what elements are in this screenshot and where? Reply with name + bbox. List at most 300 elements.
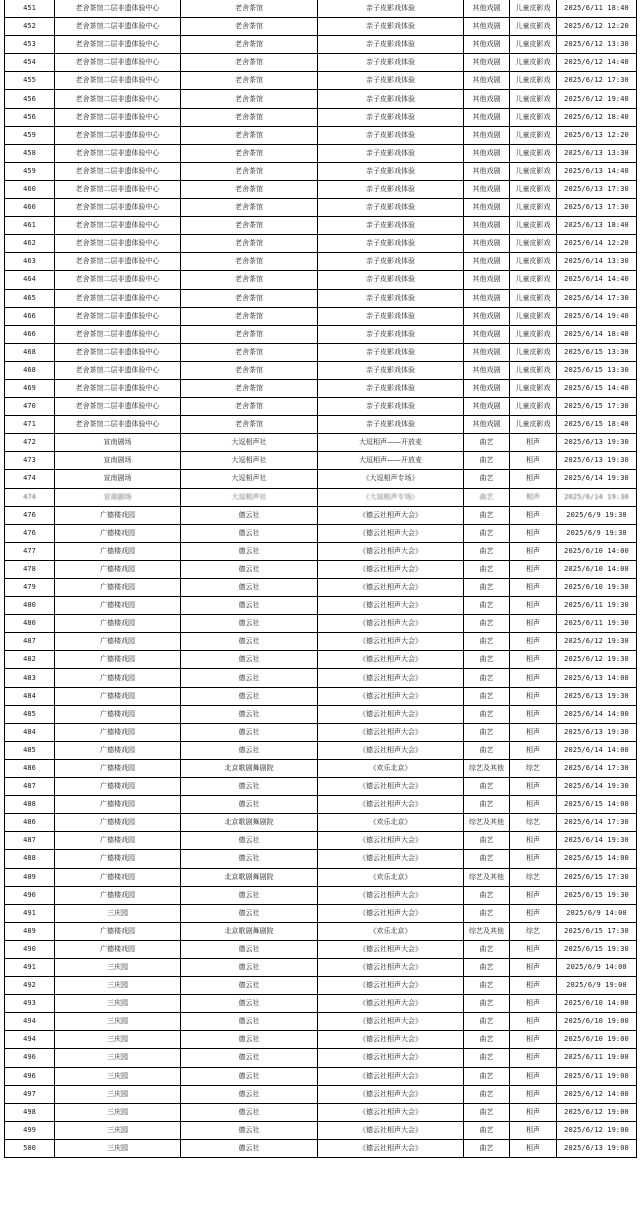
datetime-cell: 2025/6/11 19:30: [557, 597, 637, 615]
datetime-cell: 2025/6/9 14:00: [557, 958, 637, 976]
show-title-cell: 《大逗相声专场》: [318, 488, 464, 506]
organizer-cell: 德云社: [181, 1121, 318, 1139]
venue-cell: 三庆园: [55, 1067, 181, 1085]
organizer-cell: 北京歌剧舞剧院: [181, 759, 318, 777]
datetime-cell: 2025/6/12 19:00: [557, 1103, 637, 1121]
venue-cell: 宣南剧场: [55, 434, 181, 452]
organizer-cell: 北京歌剧舞剧院: [181, 814, 318, 832]
organizer-cell: 德云社: [181, 560, 318, 578]
category-cell: 综艺及其他: [464, 814, 510, 832]
show-title-cell: 亲子皮影戏体验: [318, 325, 464, 343]
subcategory-cell: 相声: [510, 778, 557, 796]
row-number: 498: [5, 1103, 55, 1121]
subcategory-cell: 综艺: [510, 868, 557, 886]
datetime-cell: 2025/6/14 19:30: [557, 470, 637, 488]
organizer-cell: 老舍茶馆: [181, 235, 318, 253]
category-cell: 曲艺: [464, 434, 510, 452]
organizer-cell: 老舍茶馆: [181, 398, 318, 416]
datetime-cell: 2025/6/13 19:30: [557, 723, 637, 741]
show-title-cell: 亲子皮影戏体验: [318, 271, 464, 289]
row-number: 480: [5, 597, 55, 615]
category-cell: 曲艺: [464, 633, 510, 651]
table-row: [5, 452, 637, 470]
row-number: 460: [5, 199, 55, 217]
category-cell: 曲艺: [464, 1067, 510, 1085]
table-row: [5, 0, 637, 18]
table-row: [5, 289, 637, 307]
table-row: [5, 1031, 637, 1049]
show-title-cell: 亲子皮影戏体验: [318, 72, 464, 90]
table-row: [5, 1139, 637, 1157]
datetime-cell: 2025/6/15 17:30: [557, 868, 637, 886]
row-number: 491: [5, 958, 55, 976]
venue-cell: 老舍茶馆二层非遗体验中心: [55, 18, 181, 36]
datetime-cell: 2025/6/13 18:40: [557, 217, 637, 235]
table-row: [5, 796, 637, 814]
row-number: 489: [5, 868, 55, 886]
table-row: [5, 759, 637, 777]
venue-cell: 老舍茶馆二层非遗体验中心: [55, 416, 181, 434]
organizer-cell: 老舍茶馆: [181, 199, 318, 217]
venue-cell: 广德楼戏园: [55, 778, 181, 796]
category-cell: 曲艺: [464, 723, 510, 741]
category-cell: 其他戏剧: [464, 217, 510, 235]
row-number: 474: [5, 488, 55, 506]
show-title-cell: 《德云社相声大会》: [318, 886, 464, 904]
row-number: 462: [5, 235, 55, 253]
organizer-cell: 德云社: [181, 1049, 318, 1067]
venue-cell: 广德楼戏园: [55, 723, 181, 741]
subcategory-cell: 儿童皮影戏: [510, 379, 557, 397]
show-title-cell: 《德云社相声大会》: [318, 741, 464, 759]
table-row: [5, 886, 637, 904]
row-number: 487: [5, 832, 55, 850]
venue-cell: 广德楼戏园: [55, 922, 181, 940]
venue-cell: 广德楼戏园: [55, 814, 181, 832]
organizer-cell: 德云社: [181, 977, 318, 995]
table-row: [5, 597, 637, 615]
row-number: 452: [5, 18, 55, 36]
show-title-cell: 《德云社相声大会》: [318, 669, 464, 687]
datetime-cell: 2025/6/13 19:30: [557, 452, 637, 470]
show-title-cell: 《德云社相声大会》: [318, 1085, 464, 1103]
organizer-cell: 大逗相声社: [181, 434, 318, 452]
row-number: 494: [5, 1013, 55, 1031]
subcategory-cell: 相声: [510, 633, 557, 651]
datetime-cell: 2025/6/13 14:40: [557, 162, 637, 180]
subcategory-cell: 相声: [510, 1013, 557, 1031]
venue-cell: 老舍茶馆二层非遗体验中心: [55, 54, 181, 72]
subcategory-cell: 儿童皮影戏: [510, 90, 557, 108]
datetime-cell: 2025/6/12 12:20: [557, 18, 637, 36]
category-cell: 其他戏剧: [464, 18, 510, 36]
show-title-cell: 《德云社相声大会》: [318, 850, 464, 868]
table-row: [5, 723, 637, 741]
category-cell: 其他戏剧: [464, 289, 510, 307]
venue-cell: 宣南剧场: [55, 470, 181, 488]
row-number: 488: [5, 796, 55, 814]
category-cell: 曲艺: [464, 705, 510, 723]
row-number: 492: [5, 977, 55, 995]
datetime-cell: 2025/6/9 19:30: [557, 524, 637, 542]
datetime-cell: 2025/6/10 19:30: [557, 579, 637, 597]
organizer-cell: 老舍茶馆: [181, 72, 318, 90]
subcategory-cell: 相声: [510, 1049, 557, 1067]
table-row: [5, 669, 637, 687]
subcategory-cell: 相声: [510, 1139, 557, 1157]
category-cell: 曲艺: [464, 470, 510, 488]
table-row: [5, 36, 637, 54]
category-cell: 曲艺: [464, 741, 510, 759]
table-row: [5, 579, 637, 597]
table-row: [5, 144, 637, 162]
datetime-cell: 2025/6/12 19:30: [557, 633, 637, 651]
show-title-cell: 《德云社相声大会》: [318, 796, 464, 814]
venue-cell: 老舍茶馆二层非遗体验中心: [55, 289, 181, 307]
row-number: 451: [5, 0, 55, 18]
category-cell: 其他戏剧: [464, 271, 510, 289]
subcategory-cell: 儿童皮影戏: [510, 126, 557, 144]
datetime-cell: 2025/6/9 19:30: [557, 506, 637, 524]
category-cell: 曲艺: [464, 796, 510, 814]
venue-cell: 广德楼戏园: [55, 832, 181, 850]
organizer-cell: 德云社: [181, 524, 318, 542]
row-number: 459: [5, 126, 55, 144]
venue-cell: 老舍茶馆二层非遗体验中心: [55, 108, 181, 126]
show-title-cell: 《德云社相声大会》: [318, 1121, 464, 1139]
row-number: 484: [5, 687, 55, 705]
row-number: 466: [5, 325, 55, 343]
venue-cell: 老舍茶馆二层非遗体验中心: [55, 72, 181, 90]
table-row: [5, 1121, 637, 1139]
subcategory-cell: 相声: [510, 977, 557, 995]
organizer-cell: 德云社: [181, 1031, 318, 1049]
category-cell: 曲艺: [464, 651, 510, 669]
table-row: [5, 687, 637, 705]
show-title-cell: 《德云社相声大会》: [318, 705, 464, 723]
table-row: [5, 379, 637, 397]
datetime-cell: 2025/6/14 19:30: [557, 488, 637, 506]
datetime-cell: 2025/6/15 18:40: [557, 416, 637, 434]
organizer-cell: 老舍茶馆: [181, 36, 318, 54]
venue-cell: 广德楼戏园: [55, 506, 181, 524]
table-row: [5, 199, 637, 217]
row-number: 458: [5, 144, 55, 162]
organizer-cell: 德云社: [181, 940, 318, 958]
subcategory-cell: 相声: [510, 687, 557, 705]
category-cell: 曲艺: [464, 886, 510, 904]
organizer-cell: 老舍茶馆: [181, 108, 318, 126]
venue-cell: 老舍茶馆二层非遗体验中心: [55, 235, 181, 253]
venue-cell: 三庆园: [55, 1085, 181, 1103]
category-cell: 其他戏剧: [464, 36, 510, 54]
show-title-cell: 亲子皮影戏体验: [318, 18, 464, 36]
organizer-cell: 老舍茶馆: [181, 144, 318, 162]
datetime-cell: 2025/6/13 19:30: [557, 687, 637, 705]
venue-cell: 三庆园: [55, 904, 181, 922]
show-title-cell: 《欢乐北京》: [318, 922, 464, 940]
datetime-cell: 2025/6/13 19:30: [557, 434, 637, 452]
category-cell: 曲艺: [464, 977, 510, 995]
organizer-cell: 德云社: [181, 995, 318, 1013]
category-cell: 其他戏剧: [464, 144, 510, 162]
organizer-cell: 老舍茶馆: [181, 217, 318, 235]
show-title-cell: 亲子皮影戏体验: [318, 379, 464, 397]
subcategory-cell: 儿童皮影戏: [510, 325, 557, 343]
datetime-cell: 2025/6/11 19:30: [557, 615, 637, 633]
show-title-cell: 《德云社相声大会》: [318, 542, 464, 560]
show-title-cell: 《德云社相声大会》: [318, 651, 464, 669]
organizer-cell: 大逗相声社: [181, 470, 318, 488]
table-row: [5, 1067, 637, 1085]
datetime-cell: 2025/6/10 19:00: [557, 1031, 637, 1049]
category-cell: 曲艺: [464, 1121, 510, 1139]
category-cell: 其他戏剧: [464, 253, 510, 271]
schedule-rows: [5, 0, 637, 1158]
row-number: 473: [5, 452, 55, 470]
row-number: 453: [5, 36, 55, 54]
row-number: 499: [5, 1121, 55, 1139]
category-cell: 综艺及其他: [464, 868, 510, 886]
subcategory-cell: 儿童皮影戏: [510, 343, 557, 361]
category-cell: 曲艺: [464, 560, 510, 578]
datetime-cell: 2025/6/14 18:40: [557, 325, 637, 343]
row-number: 474: [5, 470, 55, 488]
row-number: 459: [5, 162, 55, 180]
table-row: [5, 814, 637, 832]
subcategory-cell: 相声: [510, 470, 557, 488]
show-title-cell: 亲子皮影戏体验: [318, 36, 464, 54]
table-row: [5, 72, 637, 90]
table-row: [5, 977, 637, 995]
venue-cell: 三庆园: [55, 995, 181, 1013]
subcategory-cell: 儿童皮影戏: [510, 199, 557, 217]
datetime-cell: 2025/6/14 19:40: [557, 307, 637, 325]
datetime-cell: 2025/6/15 17:30: [557, 922, 637, 940]
datetime-cell: 2025/6/14 13:30: [557, 253, 637, 271]
row-number: 461: [5, 217, 55, 235]
show-title-cell: 《德云社相声大会》: [318, 1049, 464, 1067]
table-row: [5, 162, 637, 180]
organizer-cell: 老舍茶馆: [181, 54, 318, 72]
show-title-cell: 《德云社相声大会》: [318, 940, 464, 958]
show-title-cell: 《德云社相声大会》: [318, 904, 464, 922]
show-title-cell: 《德云社相声大会》: [318, 958, 464, 976]
table-row: [5, 470, 637, 488]
venue-cell: 老舍茶馆二层非遗体验中心: [55, 325, 181, 343]
organizer-cell: 老舍茶馆: [181, 253, 318, 271]
venue-cell: 老舍茶馆二层非遗体验中心: [55, 0, 181, 18]
datetime-cell: 2025/6/14 17:30: [557, 814, 637, 832]
row-number: 463: [5, 253, 55, 271]
organizer-cell: 老舍茶馆: [181, 289, 318, 307]
category-cell: 综艺及其他: [464, 922, 510, 940]
subcategory-cell: 相声: [510, 524, 557, 542]
row-number: 472: [5, 434, 55, 452]
organizer-cell: 老舍茶馆: [181, 307, 318, 325]
table-row: [5, 741, 637, 759]
organizer-cell: 老舍茶馆: [181, 90, 318, 108]
show-title-cell: 《德云社相声大会》: [318, 687, 464, 705]
subcategory-cell: 儿童皮影戏: [510, 361, 557, 379]
datetime-cell: 2025/6/10 14:00: [557, 995, 637, 1013]
subcategory-cell: 相声: [510, 542, 557, 560]
category-cell: 曲艺: [464, 452, 510, 470]
category-cell: 曲艺: [464, 1049, 510, 1067]
category-cell: 曲艺: [464, 506, 510, 524]
organizer-cell: 德云社: [181, 633, 318, 651]
category-cell: 曲艺: [464, 615, 510, 633]
show-title-cell: 亲子皮影戏体验: [318, 199, 464, 217]
category-cell: 其他戏剧: [464, 235, 510, 253]
category-cell: 其他戏剧: [464, 108, 510, 126]
show-title-cell: 《德云社相声大会》: [318, 832, 464, 850]
subcategory-cell: 儿童皮影戏: [510, 398, 557, 416]
organizer-cell: 北京歌剧舞剧院: [181, 922, 318, 940]
category-cell: 综艺及其他: [464, 759, 510, 777]
row-number: 485: [5, 741, 55, 759]
venue-cell: 广德楼戏园: [55, 615, 181, 633]
show-title-cell: 亲子皮影戏体验: [318, 126, 464, 144]
show-title-cell: 《德云社相声大会》: [318, 524, 464, 542]
show-title-cell: 《德云社相声大会》: [318, 1013, 464, 1031]
category-cell: 曲艺: [464, 940, 510, 958]
show-title-cell: 大逗相声——开放麦: [318, 434, 464, 452]
row-number: 469: [5, 379, 55, 397]
organizer-cell: 德云社: [181, 723, 318, 741]
show-title-cell: 亲子皮影戏体验: [318, 180, 464, 198]
row-number: 496: [5, 1067, 55, 1085]
organizer-cell: 德云社: [181, 958, 318, 976]
organizer-cell: 德云社: [181, 597, 318, 615]
venue-cell: 老舍茶馆二层非遗体验中心: [55, 307, 181, 325]
subcategory-cell: 相声: [510, 886, 557, 904]
row-number: 485: [5, 705, 55, 723]
datetime-cell: 2025/6/12 19:30: [557, 651, 637, 669]
subcategory-cell: 综艺: [510, 759, 557, 777]
row-number: 486: [5, 814, 55, 832]
table-row: [5, 958, 637, 976]
datetime-cell: 2025/6/13 17:30: [557, 199, 637, 217]
datetime-cell: 2025/6/12 19:00: [557, 1121, 637, 1139]
venue-cell: 广德楼戏园: [55, 886, 181, 904]
table-row: [5, 126, 637, 144]
table-row: [5, 940, 637, 958]
venue-cell: 广德楼戏园: [55, 542, 181, 560]
table-row: [5, 488, 637, 506]
venue-cell: 三庆园: [55, 1049, 181, 1067]
category-cell: 曲艺: [464, 597, 510, 615]
row-number: 454: [5, 54, 55, 72]
table-row: [5, 235, 637, 253]
venue-cell: 老舍茶馆二层非遗体验中心: [55, 144, 181, 162]
datetime-cell: 2025/6/13 12:20: [557, 126, 637, 144]
venue-cell: 广德楼戏园: [55, 741, 181, 759]
subcategory-cell: 相声: [510, 579, 557, 597]
subcategory-cell: 相声: [510, 1121, 557, 1139]
show-title-cell: 《欢乐北京》: [318, 868, 464, 886]
subcategory-cell: 相声: [510, 488, 557, 506]
table-row: [5, 434, 637, 452]
subcategory-cell: 综艺: [510, 922, 557, 940]
show-title-cell: 《德云社相声大会》: [318, 560, 464, 578]
datetime-cell: 2025/6/10 19:00: [557, 1013, 637, 1031]
category-cell: 曲艺: [464, 488, 510, 506]
category-cell: 曲艺: [464, 995, 510, 1013]
subcategory-cell: 相声: [510, 1067, 557, 1085]
category-cell: 其他戏剧: [464, 307, 510, 325]
organizer-cell: 德云社: [181, 687, 318, 705]
venue-cell: 三庆园: [55, 1103, 181, 1121]
table-row: [5, 18, 637, 36]
venue-cell: 广德楼戏园: [55, 796, 181, 814]
organizer-cell: 老舍茶馆: [181, 18, 318, 36]
subcategory-cell: 相声: [510, 1103, 557, 1121]
table-row: [5, 307, 637, 325]
table-row: [5, 361, 637, 379]
table-row: [5, 90, 637, 108]
row-number: 484: [5, 723, 55, 741]
subcategory-cell: 相声: [510, 597, 557, 615]
show-title-cell: 《德云社相声大会》: [318, 995, 464, 1013]
datetime-cell: 2025/6/12 14:00: [557, 1085, 637, 1103]
datetime-cell: 2025/6/15 13:30: [557, 343, 637, 361]
category-cell: 曲艺: [464, 1031, 510, 1049]
organizer-cell: 德云社: [181, 1139, 318, 1157]
category-cell: 曲艺: [464, 669, 510, 687]
organizer-cell: 大逗相声社: [181, 452, 318, 470]
category-cell: 其他戏剧: [464, 379, 510, 397]
show-title-cell: 大逗相声——开放麦: [318, 452, 464, 470]
datetime-cell: 2025/6/11 19:00: [557, 1067, 637, 1085]
show-title-cell: 《德云社相声大会》: [318, 778, 464, 796]
venue-cell: 宣南剧场: [55, 488, 181, 506]
datetime-cell: 2025/6/15 14:00: [557, 850, 637, 868]
venue-cell: 广德楼戏园: [55, 560, 181, 578]
row-number: 455: [5, 72, 55, 90]
category-cell: 曲艺: [464, 542, 510, 560]
table-row: [5, 1103, 637, 1121]
subcategory-cell: 相声: [510, 506, 557, 524]
show-title-cell: 《德云社相声大会》: [318, 1031, 464, 1049]
category-cell: 曲艺: [464, 1085, 510, 1103]
table-row: [5, 560, 637, 578]
table-row: [5, 271, 637, 289]
table-row: [5, 416, 637, 434]
subcategory-cell: 相声: [510, 1031, 557, 1049]
row-number: 468: [5, 343, 55, 361]
organizer-cell: 老舍茶馆: [181, 343, 318, 361]
datetime-cell: 2025/6/12 17:30: [557, 72, 637, 90]
row-number: 487: [5, 778, 55, 796]
organizer-cell: 老舍茶馆: [181, 379, 318, 397]
organizer-cell: 老舍茶馆: [181, 361, 318, 379]
datetime-cell: 2025/6/14 14:00: [557, 705, 637, 723]
category-cell: 曲艺: [464, 1139, 510, 1157]
show-title-cell: 亲子皮影戏体验: [318, 416, 464, 434]
datetime-cell: 2025/6/13 19:00: [557, 1139, 637, 1157]
venue-cell: 老舍茶馆二层非遗体验中心: [55, 162, 181, 180]
table-row: [5, 1049, 637, 1067]
datetime-cell: 2025/6/14 17:30: [557, 289, 637, 307]
venue-cell: 广德楼戏园: [55, 940, 181, 958]
subcategory-cell: 相声: [510, 796, 557, 814]
organizer-cell: 德云社: [181, 651, 318, 669]
row-number: 490: [5, 940, 55, 958]
organizer-cell: 德云社: [181, 705, 318, 723]
venue-cell: 三庆园: [55, 958, 181, 976]
show-title-cell: 亲子皮影戏体验: [318, 361, 464, 379]
